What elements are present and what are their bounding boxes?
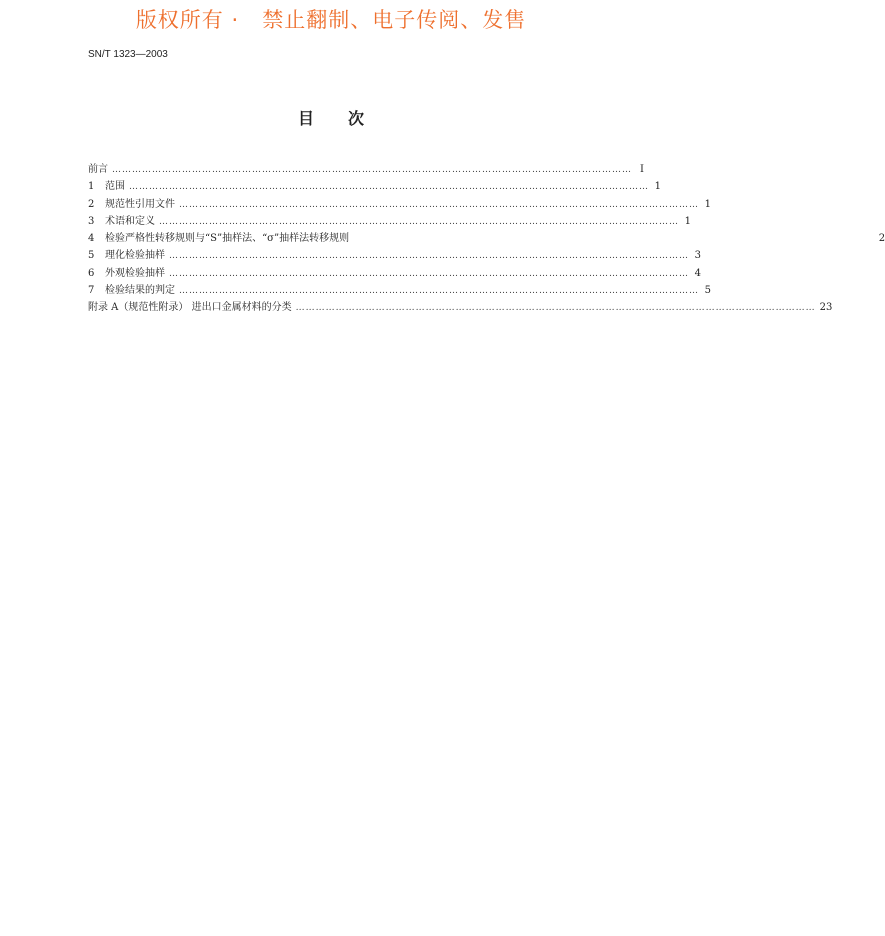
toc-entry-page: 1: [704, 198, 711, 210]
toc-entry-number: 6: [88, 267, 95, 279]
toc-entry[interactable]: [88, 213, 691, 230]
toc-entry[interactable]: [88, 299, 833, 316]
table-of-contents: [88, 161, 885, 317]
toc-entry-page: 1: [654, 181, 661, 193]
toc-entry-number: 5: [88, 250, 95, 262]
toc-entry-label: 检验严格性转移规则与“S”抽样法、“σ”抽样法转移规则: [105, 233, 350, 245]
toc-entry-page: 5: [704, 285, 711, 297]
toc-entry-number: 3: [88, 215, 95, 227]
toc-leader-dots: …………………………………………………………………………………………………………………………………………: [179, 199, 699, 210]
toc-entry-label: 术语和定义: [105, 215, 155, 227]
toc-entry[interactable]: [88, 196, 711, 213]
toc-entry-label: 理化检验抽样: [105, 250, 165, 262]
toc-entry-page: I: [640, 164, 644, 175]
toc-entry-page: 1: [684, 215, 691, 227]
toc-entry-label: 附录 A（规范性附录） 进出口金属材料的分类: [88, 302, 292, 314]
toc-entry[interactable]: [88, 161, 644, 178]
toc-entry-number: 4: [88, 233, 95, 245]
toc-leader-dots: …………………………………………………………………………………………………………………………………………: [112, 165, 632, 175]
toc-leader-dots: …………………………………………………………………………………………………………………………………………: [129, 182, 649, 193]
toc-entry[interactable]: [88, 247, 701, 264]
toc-entry[interactable]: [88, 230, 885, 247]
toc-entry-page: 23: [819, 302, 833, 314]
toc-entry[interactable]: [88, 265, 701, 282]
toc-leader-dots: …………………………………………………………………………………………………………………………………………: [169, 268, 689, 279]
toc-entry-label: 范围: [105, 181, 125, 193]
toc-entry[interactable]: [88, 282, 711, 299]
toc-entry-label: 规范性引用文件: [105, 198, 175, 210]
toc-entry-number: 1: [88, 181, 95, 193]
toc-entry-page: 3: [694, 250, 701, 262]
copyright-watermark: 版权所有 · 禁止翻制、电子传阅、发售: [135, 8, 527, 32]
toc-entry-label: 外观检验抽样: [105, 267, 165, 279]
toc-title: 目次: [297, 109, 398, 128]
standard-code: SN/T 1323—2003: [88, 49, 168, 60]
toc-entry-label: 前言: [88, 164, 108, 175]
toc-leader-dots: …………………………………………………………………………………………………………………………………………: [169, 251, 689, 262]
toc-entry-number: 7: [88, 285, 95, 297]
toc-entry-page: 4: [694, 267, 701, 279]
toc-entry-number: 2: [88, 198, 95, 210]
toc-entry-page: 2: [878, 233, 885, 245]
toc-leader-dots: …………………………………………………………………………………………………………………………………………: [179, 286, 699, 297]
toc-leader-dots: …………………………………………………………………………………………………………………………………………: [295, 303, 816, 314]
toc-leader-dots: …………………………………………………………………………………………………………………………………………: [159, 216, 679, 227]
toc-entry[interactable]: [88, 178, 661, 195]
toc-entry-label: 检验结果的判定: [105, 285, 175, 297]
